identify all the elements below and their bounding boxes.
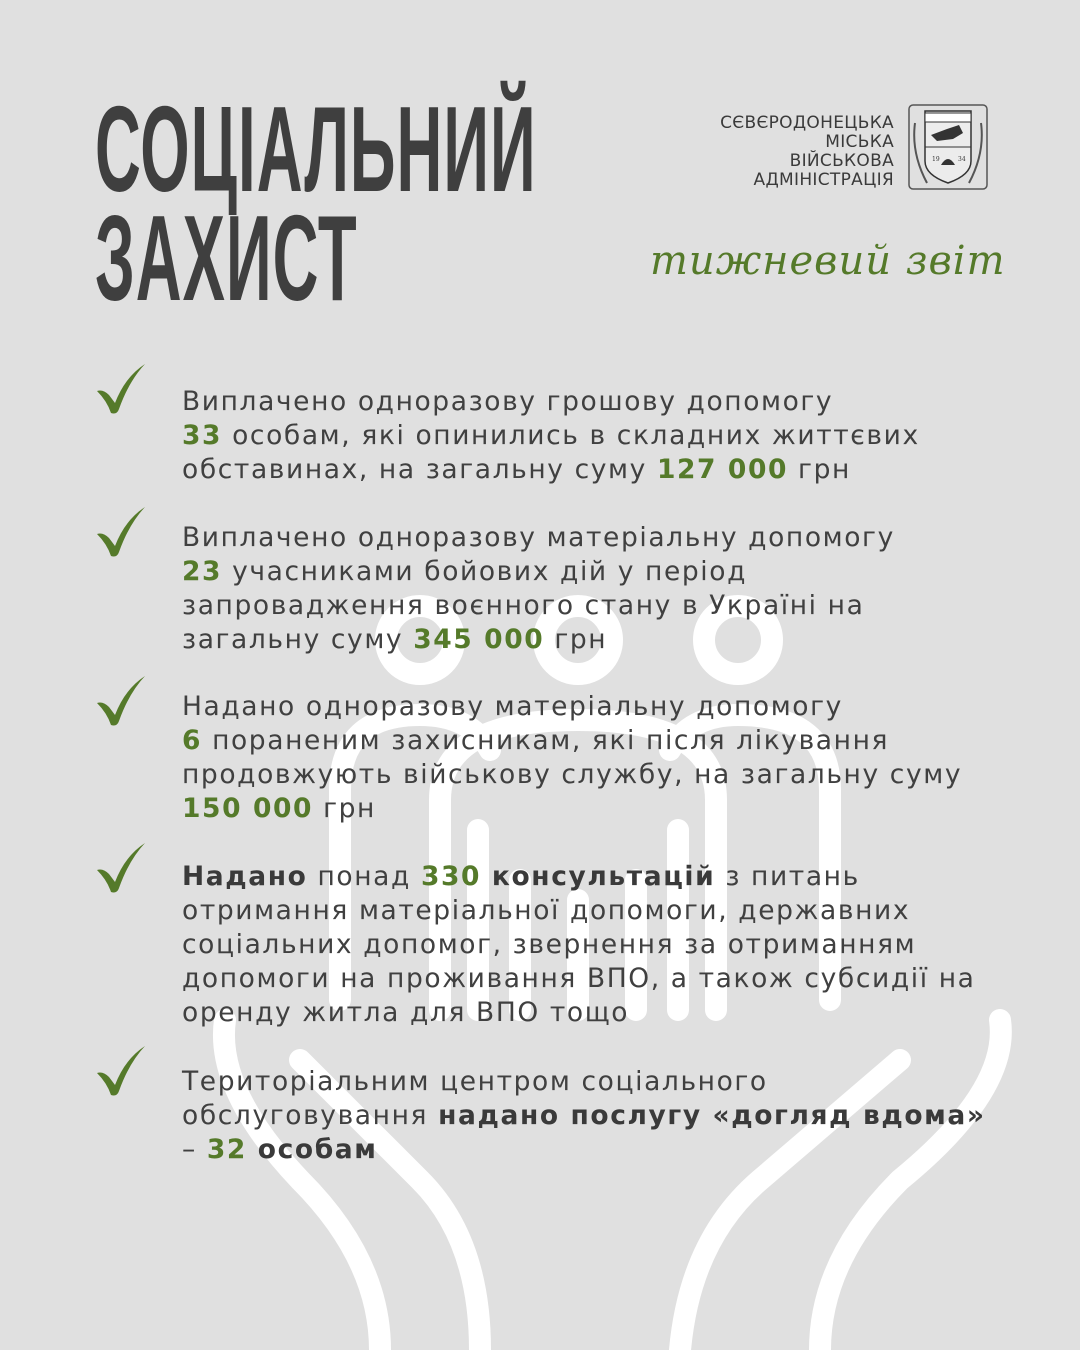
text-segment: особам, які опинились в складних життєвих bbox=[222, 420, 920, 451]
checkmark-icon bbox=[95, 1045, 147, 1097]
report-line bbox=[182, 419, 1042, 453]
report-line bbox=[182, 1133, 1042, 1167]
text-segment: запровадження воєнного стану в Україні на bbox=[182, 590, 865, 621]
text-segment: – bbox=[182, 1134, 207, 1165]
text-segment: пораненим захисникам, які після лікування bbox=[202, 725, 890, 756]
text-segment: допомоги на проживання ВПО, а також субсидії на bbox=[182, 963, 976, 994]
checkmark-icon bbox=[95, 842, 147, 894]
report-item bbox=[182, 1065, 1042, 1167]
text-segment: грн bbox=[544, 624, 608, 655]
highlight-number: 127 000 bbox=[656, 454, 789, 485]
page-title-line1: СОЦІАЛЬНИЙ bbox=[95, 81, 537, 217]
text-segment: Територіальним центром соціального bbox=[182, 1066, 768, 1097]
report-line bbox=[182, 555, 1042, 589]
report-item bbox=[182, 860, 1042, 1030]
highlight-number: 6 bbox=[182, 725, 203, 756]
report-item bbox=[182, 521, 1042, 657]
report-line bbox=[182, 962, 1042, 996]
bold-text: особам bbox=[246, 1134, 378, 1165]
text-segment: загальну суму bbox=[182, 624, 414, 655]
highlight-number: 32 bbox=[206, 1134, 247, 1165]
report-line bbox=[182, 385, 1042, 419]
report-line bbox=[182, 894, 1042, 928]
report-line bbox=[182, 589, 1042, 623]
svg-text:34: 34 bbox=[958, 156, 966, 163]
report-line bbox=[182, 928, 1042, 962]
report-item bbox=[182, 385, 1042, 487]
organization-name bbox=[720, 114, 894, 190]
highlight-number: 33 bbox=[182, 420, 223, 451]
text-segment: Виплачено одноразову грошову допомогу bbox=[182, 386, 834, 417]
text-segment: понад bbox=[307, 861, 421, 892]
highlight-number: 330 bbox=[420, 861, 482, 892]
bold-text: консультацій bbox=[481, 861, 716, 892]
highlight-number: 150 000 bbox=[182, 793, 314, 824]
highlight-number: 23 bbox=[182, 556, 223, 587]
text-segment: соціальних допомог, звернення за отриманням bbox=[182, 929, 917, 960]
text-segment: отримання матеріальної допомоги, державних bbox=[182, 895, 911, 926]
report-line bbox=[182, 690, 1042, 724]
text-segment: Виплачено одноразову матеріальну допомогу bbox=[182, 522, 895, 553]
org-line: МІСЬКА bbox=[825, 132, 894, 152]
org-line: ВІЙСЬКОВА bbox=[789, 151, 894, 171]
page-title-line2: ЗАХИСТ bbox=[95, 190, 358, 326]
checkmark-icon bbox=[95, 363, 147, 415]
text-segment: Надано одноразову матеріальну допомогу bbox=[182, 691, 843, 722]
text-segment: грн bbox=[313, 793, 376, 824]
report-item bbox=[182, 690, 1042, 826]
highlight-number: 345 000 bbox=[413, 624, 545, 655]
text-segment: обставинах, на загальну суму bbox=[182, 454, 657, 485]
org-line: АДМІНІСТРАЦІЯ bbox=[753, 170, 894, 190]
report-line bbox=[182, 860, 1042, 894]
report-line bbox=[182, 623, 1042, 657]
text-segment: продовжують військову службу, на загальну суму bbox=[182, 759, 963, 790]
report-line bbox=[182, 996, 1042, 1030]
text-segment: учасниками бойових дій у період bbox=[222, 556, 748, 587]
text-segment: з питань bbox=[715, 861, 860, 892]
report-line bbox=[182, 1099, 1042, 1133]
text-segment: обслуговування bbox=[182, 1100, 439, 1131]
report-line bbox=[182, 724, 1042, 758]
text-segment: оренду житла для ВПО тощо bbox=[182, 997, 630, 1028]
bold-text: надано послугу «догляд вдома» bbox=[438, 1100, 986, 1131]
city-coat-of-arms-icon bbox=[907, 103, 989, 191]
report-line bbox=[182, 521, 1042, 555]
text-segment: грн bbox=[788, 454, 851, 485]
report-line bbox=[182, 758, 1042, 792]
bold-text: Надано bbox=[182, 861, 308, 892]
weekly-report-subtitle: тижневий звіт bbox=[650, 238, 1006, 284]
report-line bbox=[182, 1065, 1042, 1099]
svg-text:19: 19 bbox=[932, 156, 940, 163]
report-line bbox=[182, 453, 1042, 487]
checkmark-icon bbox=[95, 506, 147, 558]
checkmark-icon bbox=[95, 675, 147, 727]
report-line bbox=[182, 792, 1042, 826]
org-line: СЄВЄРОДОНЕЦЬКА bbox=[720, 113, 894, 133]
